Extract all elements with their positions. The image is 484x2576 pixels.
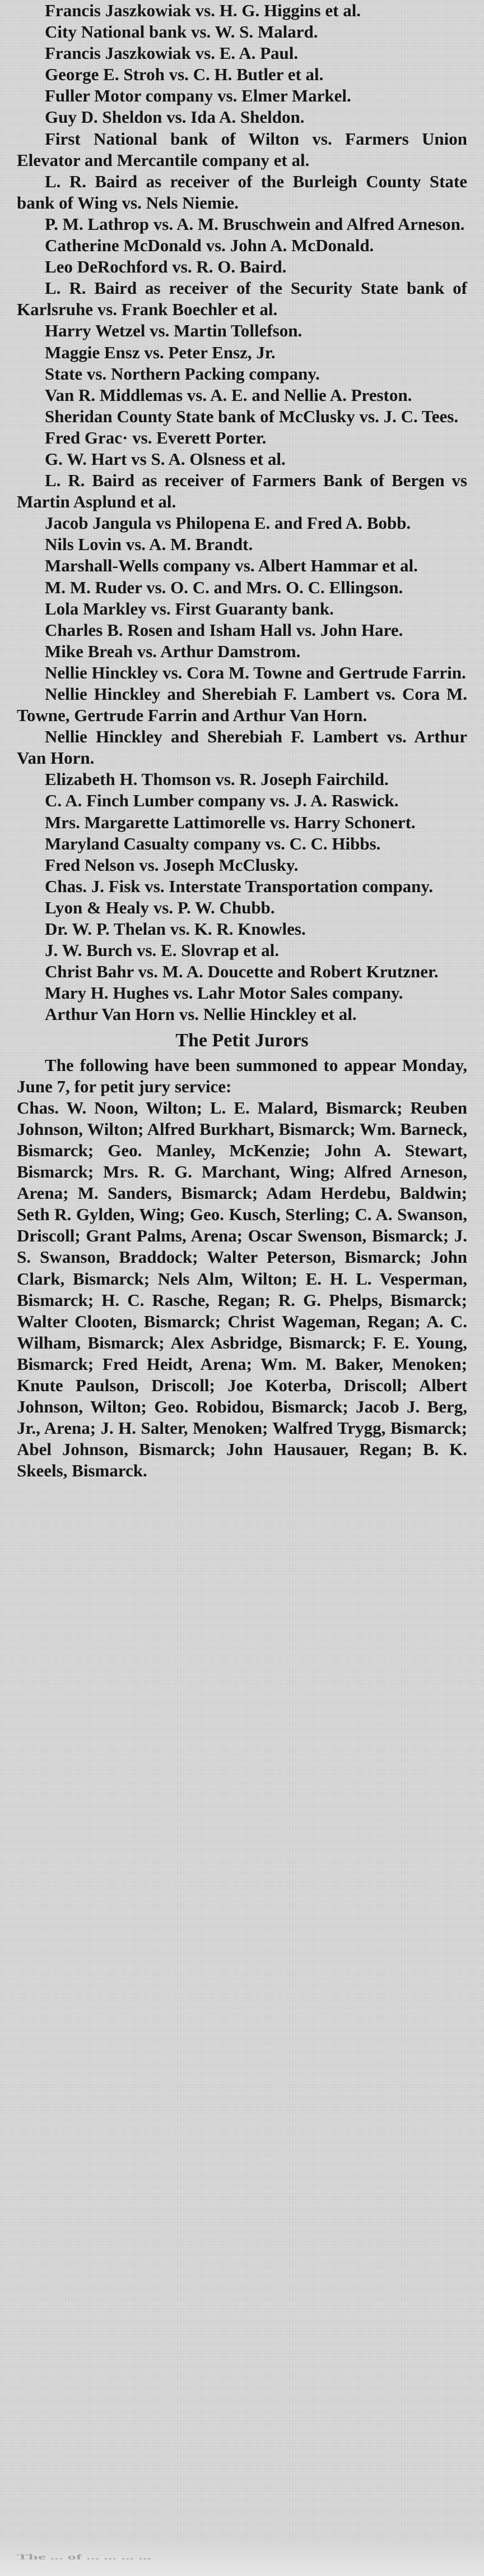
case-entry: Mike Breah vs. Arthur Damstrom. — [45, 641, 301, 661]
case-entry: Sheridan County State bank of McClusky vs. J. C. Tees. — [45, 406, 459, 426]
case-entry: Fuller Motor company vs. Elmer Markel. — [45, 86, 351, 106]
case-entry: P. M. Lathrop vs. A. M. Bruschwein and Alfred Arneson. — [45, 214, 465, 234]
torn-bottom-edge — [0, 2542, 484, 2576]
case-entry: Nellie Hinckley and Sherebiah F. Lambert vs. Arthur Van Horn. — [17, 727, 467, 768]
case-entry: Maggie Ensz vs. Peter Ensz, Jr. — [45, 342, 276, 362]
case-entry: C. A. Finch Lumber company vs. J. A. Raswick. — [45, 791, 399, 811]
case-entry: Van R. Middlemas vs. A. E. and Nellie A. Preston. — [45, 385, 412, 405]
case-entry: Elizabeth H. Thomson vs. R. Joseph Fairchild. — [45, 769, 389, 790]
case-entry: First National bank of Wilton vs. Farmers Union Elevator and Mercantile company et al. — [17, 128, 467, 170]
case-entry: Harry Wetzel vs. Martin Tollefson. — [45, 321, 302, 341]
case-entry: Maryland Casualty company vs. C. C. Hibbs. — [45, 833, 381, 853]
case-entry: Francis Jaszkowiak vs. H. G. Higgins et al. — [45, 1, 361, 20]
case-list — [17, 0, 467, 1026]
cut-off-text: The ... of ... ... ... ... — [17, 2552, 152, 2561]
case-entry: Lola Markley vs. First Guaranty bank. — [45, 598, 334, 618]
case-entry: L. R. Baird as receiver of Farmers Bank of Bergen vs Martin Asplund et al. — [17, 470, 467, 512]
case-entry: Guy D. Sheldon vs. Ida A. Sheldon. — [45, 107, 305, 127]
article-column — [17, 0, 467, 1481]
case-entry: George E. Stroh vs. C. H. Butler et al. — [45, 64, 324, 85]
case-entry: Nellie Hinckley vs. Cora M. Towne and Gertrude Farrin. — [45, 662, 466, 682]
case-entry: M. M. Ruder vs. O. C. and Mrs. O. C. Ellingson. — [45, 577, 403, 597]
case-entry: Nellie Hinckley and Sherebiah F. Lambert vs. Cora M. Towne, Gertrude Farrin and Arthur Van Horn. — [17, 684, 467, 726]
case-entry: Marshall-Wells company vs. Albert Hammar et al. — [45, 556, 418, 576]
case-entry: Nils Lovin vs. A. M. Brandt. — [45, 534, 253, 555]
case-entry: State vs. Northern Packing company. — [45, 363, 320, 384]
case-entry: Dr. W. P. Thelan vs. K. R. Knowles. — [45, 919, 306, 939]
jurors-list: Chas. W. Noon, Wilton; L. E. Malard, Bismarck; Reuben Johnson, Wilton; Alfred Burkhart, Bismarck; Wm. Barneck, Bismarck; Geo. Manley, McKenzie; John A. Stewart, Bismarck; Mrs. R. G. Marchant, Wing; Alfred Arneson, Arena; M. Sanders, Bismarck; Adam Herdebu, Baldwin; Seth R. Gylden, Wing; Geo. Kusch, Sterling; C. A. Swanson, Driscoll; Grant Palms, Arena; Oscar Swenson, Bismarck; J. S. Swanson, Braddock; Walter Peterson, Bismarck; John Clark, Bismarck; Nels Alm, Wilton; E. H. L. Vesperman, Bismarck; H. C. Rasche, Regan; R. G. Phelps, Bismarck; Walter Clooten, Bismarck; Christ Wageman, Regan; A. C. Wilham, Bismarck; Alex Asbridge, Bismarck; F. E. Young, Bismarck; Fred Heidt, Arena; Wm. M. Baker, Menoken; Knute Paulson, Driscoll; Joe Koterba, Driscoll; Albert Johnson, Wilton; Geo. Robidou, Bismarck; Jacob J. Berg, Jr., Arena; J. H. Salter, Menoken; Walfred Trygg, Bismarck; Abel Johnson, Bismarck; John Hausauer, Regan; B. K. Skeels, Bismarck. — [17, 1097, 467, 1481]
case-entry: Fred Grac· vs. Everett Porter. — [45, 427, 267, 447]
case-entry: Lyon & Healy vs. P. W. Chubb. — [45, 897, 275, 917]
case-entry: L. R. Baird as receiver of the Burleigh County State bank of Wing vs. Nels Niemie. — [17, 171, 467, 213]
case-entry: Charles B. Rosen and Isham Hall vs. John Hare. — [45, 620, 403, 640]
case-entry: G. W. Hart vs S. A. Olsness et al. — [45, 449, 286, 469]
section-heading: The Petit Jurors — [175, 1030, 309, 1051]
case-entry: L. R. Baird as receiver of the Security State bank of Karlsruhe vs. Frank Boechler et al. — [17, 278, 467, 320]
case-entry: Chas. J. Fisk vs. Interstate Transportation company. — [45, 876, 433, 896]
case-entry: Arthur Van Horn vs. Nellie Hinckley et al. — [45, 1004, 357, 1024]
case-entry: Christ Bahr vs. M. A. Doucette and Robert Krutzner. — [45, 962, 439, 982]
case-entry: Mary H. Hughes vs. Lahr Motor Sales company. — [45, 983, 403, 1003]
case-entry: Catherine McDonald vs. John A. McDonald. — [45, 236, 374, 256]
case-entry: J. W. Burch vs. E. Slovrap et al. — [45, 940, 280, 961]
case-entry: Leo DeRochford vs. R. O. Baird. — [45, 257, 287, 277]
jurors-intro: The following have been summoned to appear Monday, June 7, for petit jury service: — [17, 1055, 467, 1096]
case-entry: Fred Nelson vs. Joseph McClusky. — [45, 855, 299, 875]
case-entry: City National bank vs. W. S. Malard. — [45, 22, 318, 42]
case-entry: Jacob Jangula vs Philopena E. and Fred A. Bobb. — [45, 513, 411, 533]
case-entry: Francis Jaszkowiak vs. E. A. Paul. — [45, 43, 299, 63]
case-entry: Mrs. Margarette Lattimorelle vs. Harry Schonert. — [45, 812, 416, 832]
